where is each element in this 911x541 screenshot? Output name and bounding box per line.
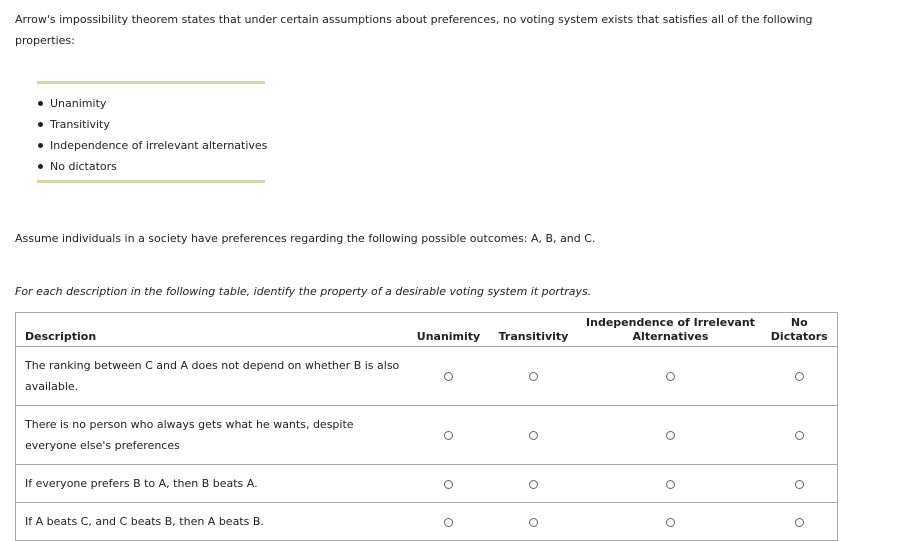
cell-unanimity xyxy=(410,347,488,406)
table-row xyxy=(16,347,838,406)
table-row xyxy=(16,465,838,503)
cell-no-dictators xyxy=(762,465,838,503)
radio-unanimity[interactable] xyxy=(444,372,453,381)
radio-independence[interactable] xyxy=(666,518,675,527)
property-label: No dictators xyxy=(50,160,117,173)
bullet-icon xyxy=(38,101,43,106)
cell-unanimity xyxy=(410,465,488,503)
radio-unanimity[interactable] xyxy=(444,518,453,527)
property-matrix-table xyxy=(15,312,838,541)
radio-transitivity[interactable] xyxy=(529,431,538,440)
row-description: The ranking between C and A does not depend on whether B is also available. xyxy=(16,347,410,406)
property-item-transitivity xyxy=(37,114,267,135)
assumption-paragraph: Assume individuals in a society have preferences regarding the following possible outcomes: A, B, and C. xyxy=(15,232,596,245)
radio-no-dictators[interactable] xyxy=(795,372,804,381)
cell-no-dictators xyxy=(762,406,838,465)
property-label: Independence of irrelevant alternatives xyxy=(50,139,268,152)
properties-box xyxy=(37,81,268,183)
properties-list xyxy=(37,93,267,177)
row-description: If everyone prefers B to A, then B beats A. xyxy=(16,465,410,503)
header-no-dictators: No Dictators xyxy=(762,313,838,347)
radio-transitivity[interactable] xyxy=(529,372,538,381)
intro-paragraph: Arrow's impossibility theorem states that under certain assumptions about preferences, no voting system exists that satisfies all of the following properties: xyxy=(15,13,813,47)
property-label: Unanimity xyxy=(50,97,107,110)
cell-independence xyxy=(580,465,762,503)
bullet-icon xyxy=(38,122,43,127)
bullet-icon xyxy=(38,143,43,148)
property-item-unanimity xyxy=(37,93,267,114)
header-description: Description xyxy=(16,313,410,347)
radio-transitivity[interactable] xyxy=(529,518,538,527)
property-item-no-dictators xyxy=(37,156,267,177)
property-item-independence xyxy=(37,135,267,156)
radio-independence[interactable] xyxy=(666,372,675,381)
radio-unanimity[interactable] xyxy=(444,431,453,440)
instruction-paragraph: For each description in the following table, identify the property of a desirable voting system it portrays. xyxy=(15,285,592,298)
radio-no-dictators[interactable] xyxy=(795,518,804,527)
radio-unanimity[interactable] xyxy=(444,480,453,489)
radio-independence[interactable] xyxy=(666,480,675,489)
radio-independence[interactable] xyxy=(666,431,675,440)
cell-unanimity xyxy=(410,406,488,465)
radio-transitivity[interactable] xyxy=(529,480,538,489)
radio-no-dictators[interactable] xyxy=(795,480,804,489)
cell-no-dictators xyxy=(762,347,838,406)
cell-transitivity xyxy=(488,347,580,406)
radio-no-dictators[interactable] xyxy=(795,431,804,440)
row-description: If A beats C, and C beats B, then A beats B. xyxy=(16,503,410,541)
header-unanimity: Unanimity xyxy=(410,313,488,347)
cell-transitivity xyxy=(488,406,580,465)
row-description: There is no person who always gets what he wants, despite everyone else's preferences xyxy=(16,406,410,465)
header-independence: Independence of Irrelevant Alternatives xyxy=(580,313,762,347)
property-label: Transitivity xyxy=(50,118,110,131)
cell-independence xyxy=(580,347,762,406)
cell-independence xyxy=(580,406,762,465)
bullet-icon xyxy=(38,164,43,169)
table-row xyxy=(16,406,838,465)
header-transitivity: Transitivity xyxy=(488,313,580,347)
table-header-row xyxy=(16,313,838,347)
cell-transitivity xyxy=(488,465,580,503)
